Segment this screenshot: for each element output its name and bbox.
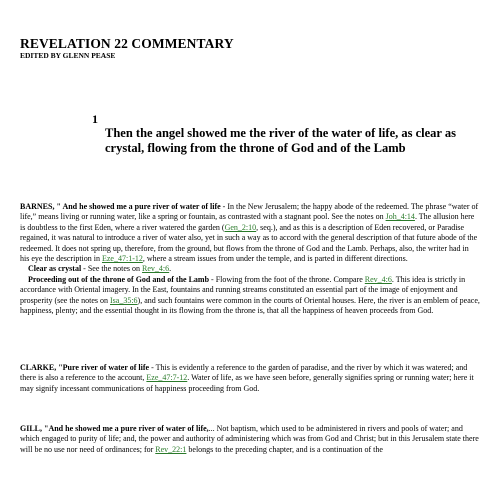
barnes-text-4: , where a stream issues from under the temple, and is parted in different directions. <box>142 254 408 264</box>
barnes-ref-gen[interactable]: Gen_2:10 <box>224 222 257 232</box>
verse-number: 1 <box>92 112 98 126</box>
crystal-ref-rev[interactable]: Rev_4:6 <box>142 264 170 274</box>
clarke-text-2: . Water of life, as we have seen before, generally signifies spring or running water; here it may signify incessant communications of happiness proceeding from God. <box>20 373 474 393</box>
barnes-text-2: . The allusion here is doubtless to the first Eden, where a river watered the garden ( <box>20 212 475 232</box>
clarke-lead: CLARKE, "Pure river of water of life <box>20 363 150 372</box>
proceeding-ref-isa[interactable]: Isa_35:6 <box>109 295 138 305</box>
gill-text-2: belongs to the preceding chapter, and is a continuation of the <box>186 444 383 454</box>
proceeding-ref-rev[interactable]: Rev_4:6 <box>364 274 392 284</box>
gill-ref-rev[interactable]: Rev_22:1 <box>155 444 187 454</box>
crystal-text-1: - See the notes on <box>81 264 143 274</box>
barnes-ref-eze[interactable]: Eze_47:1-12 <box>101 254 143 264</box>
barnes-text-1: - In the New Jerusalem; the happy abode of the redeemed. The phrase “water of life,” means living or running water, like a spring or fountain, as contrasted with a stagnant pool. See the notes on <box>20 202 479 222</box>
clarke-text-1: - This is evidently a reference to the garden of paradise, and the river by which it was watered; and there is also a reference to the account, <box>20 363 468 383</box>
document-title: REVELATION 22 COMMENTARY <box>20 36 234 51</box>
proceeding-text-3: ), and such fountains were common in the courts of Oriental houses. Here, the river is an emblem of peace, happiness, plenty; and the essential thought in its flowing from the throne is, that all the happiness of heaven proceeds from God. <box>20 295 480 316</box>
proceeding-lead: Proceeding out of the throne of God and of the Lamb <box>28 274 210 284</box>
clarke-ref-eze[interactable]: Eze_47:7-12 <box>146 373 188 383</box>
clarke-commentary <box>20 363 480 394</box>
barnes-commentary <box>20 202 480 316</box>
crystal-text-2: . <box>169 264 172 274</box>
barnes-text-3: , seq.), and as this is a description of Eden recovered, or Paradise regained, it was natural to introduce a river of water also, yet in such a way as to accord with the general description of that future abode of the redeemed. It does not spring up, therefore, from the ground, but flows from the throne of God and the Lamb. Perhaps, also, the writer had in his eye the description in <box>20 222 478 264</box>
gill-lead: GILL, "And he showed me a pure river of water of life, <box>20 424 209 433</box>
gill-text-1: ... Not baptism, which used to be administered in rivers and pools of water; and which engaged to purity of life; and, the power and authority of administering which was from God and Christ; but in this Jerusalem state there will be no use nor need of ordinances; for <box>20 424 479 454</box>
document-subtitle: EDITED BY GLENN PEASE <box>20 51 116 60</box>
barnes-lead: BARNES, " And he showed me a pure river of water of life <box>20 202 221 211</box>
gill-commentary <box>20 424 480 455</box>
barnes-ref-joh[interactable]: Joh_4:14 <box>385 212 415 222</box>
crystal-lead: Clear as crystal <box>28 264 82 274</box>
proceeding-text-1: - Flowing from the foot of the throne. Compare <box>209 274 365 284</box>
verse-text: Then the angel showed me the river of the water of life, as clear as crystal, flowing from the throne of God and of the Lamb <box>105 126 456 155</box>
proceeding-text-2: . This idea is strictly in accordance with Oriental imagery. In the East, fountains and running streams constituted an essential part of the image of enjoyment and prosperity (see the notes on <box>20 274 466 305</box>
